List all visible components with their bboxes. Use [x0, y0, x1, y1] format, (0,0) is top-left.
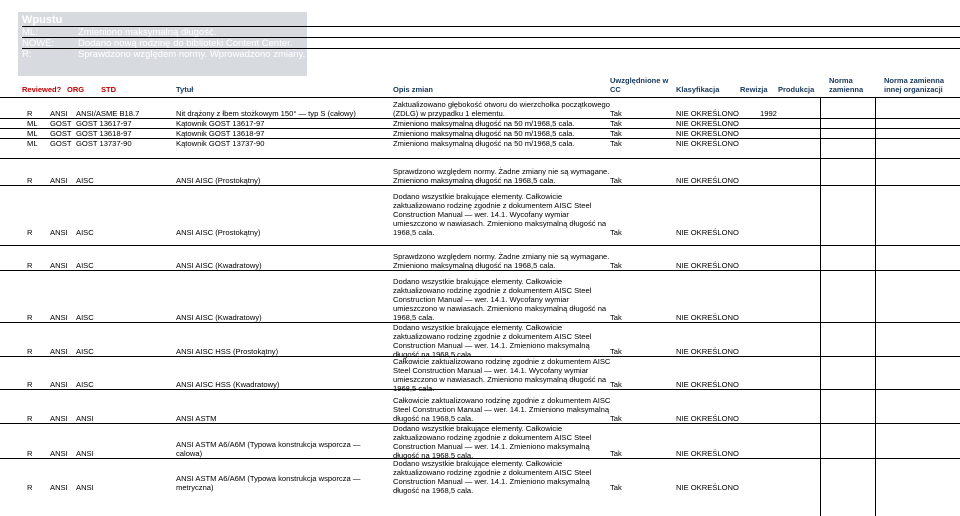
table-row	[0, 322, 960, 357]
cell-org: ANSI	[50, 380, 68, 389]
cell-org: ANSI	[50, 176, 68, 185]
cell-description-line: Steel Construction Manual — wer. 14.1. Zmieniono maksymalną	[393, 405, 610, 414]
cell-title: Nit drążony z łbem stożkowym 150° — typ S (całowy)	[176, 109, 356, 118]
cell-description-line: 1968,5 cala.	[393, 313, 435, 322]
cell-reviewed: R	[27, 176, 33, 185]
cell-description-line: Dodano wszystkie brakujące elementy. Całkowicie	[393, 459, 563, 468]
cell-klasyfikacja: NIE OKREŚLONO	[676, 261, 739, 270]
cell-reviewed: ML	[27, 139, 38, 148]
cell-org: GOST	[50, 139, 72, 148]
header-tytul: Tytuł	[176, 85, 194, 94]
cell-klasyfikacja: NIE OKREŚLONO	[676, 129, 739, 138]
cell-description-line: Zmieniono maksymalną długość na 1968,5 cala.	[393, 176, 556, 185]
table-row	[0, 270, 960, 323]
cell-cc: Tak	[610, 139, 622, 148]
header-norma-zamienna: zamienna	[829, 85, 864, 94]
cell-org: ANSI	[50, 414, 68, 423]
cell-klasyfikacja: NIE OKREŚLONO	[676, 119, 739, 128]
cell-klasyfikacja: NIE OKREŚLONO	[676, 109, 739, 118]
cell-std: ANSI	[76, 483, 94, 492]
cell-description-line: Zmieniono maksymalną długość na 50 m/1968,5 cala.	[393, 139, 575, 148]
header-org: ORG	[67, 85, 85, 94]
cell-org: GOST	[50, 129, 72, 138]
cell-description-line: Całkowicie zaktualizowano rodzinę zgodnie z dokumentem AISC	[393, 396, 611, 405]
cell-description-line: Sprawdzono względem normy. Żadne zmiany nie są wymagane.	[393, 252, 610, 261]
cell-title: ANSI AISC HSS (Prostokątny)	[176, 347, 279, 356]
cell-klasyfikacja: NIE OKREŚLONO	[676, 449, 739, 458]
cell-description-line: Construction Manual — wer. 14.1. Zmieniono maksymalną	[393, 442, 590, 451]
cell-description-line: Construction Manual — wer. 14.1. Wycofany wymiar	[393, 210, 569, 219]
header-norma-inna-org: innej organizacji	[884, 85, 943, 94]
cell-description-line: Dodano wszystkie brakujące elementy. Całkowicie	[393, 424, 563, 433]
cell-klasyfikacja: NIE OKREŚLONO	[676, 414, 739, 423]
table-row	[0, 185, 960, 238]
cell-reviewed: ML	[27, 129, 38, 138]
cell-org: ANSI	[50, 449, 68, 458]
cell-cc: Tak	[610, 449, 622, 458]
cell-klasyfikacja: NIE OKREŚLONO	[676, 139, 739, 148]
cell-klasyfikacja: NIE OKREŚLONO	[676, 347, 739, 356]
cell-description-line: 1968,5 cala.	[393, 384, 435, 393]
cell-rewizja: 1992	[760, 109, 777, 118]
cell-std: GOST 13618-97	[76, 129, 132, 138]
cell-description-line: Całkowicie zaktualizowano rodzinę zgodnie z dokumentem AISC	[393, 357, 611, 366]
cell-cc: Tak	[610, 483, 622, 492]
header-std: STD	[101, 85, 116, 94]
cell-description-line: Dodano wszystkie brakujące elementy. Całkowicie	[393, 323, 563, 332]
cell-std: ANSI/ASME B18.7	[76, 109, 140, 118]
table-row	[0, 389, 960, 424]
cell-klasyfikacja: NIE OKREŚLONO	[676, 380, 739, 389]
cell-description-line: Zmieniono maksymalną długość na 50 m/1968,5 cala.	[393, 129, 575, 138]
table-row	[0, 423, 960, 459]
header-uwzgl: Uwzględnione w	[610, 76, 669, 85]
cell-reviewed: R	[27, 313, 33, 322]
cell-description-line: umieszczono w nawiasach. Zmieniono maksymalną długość na	[393, 375, 607, 384]
cell-title: ANSI ASTM A6/A6M (Typowa konstrukcja wsporcza — metryczna)	[176, 474, 361, 492]
cell-description-line: Zaktualizowano głębokość otworu do wierzchołka początkowego	[393, 100, 610, 109]
header-produkcja: Produkcja	[778, 85, 815, 94]
header-opis: Opis zmian	[393, 85, 434, 94]
header-norma-inna: Norma zamienna	[884, 76, 945, 85]
cell-std: AISC	[76, 261, 94, 270]
cell-org: ANSI	[50, 228, 68, 237]
cell-org: GOST	[50, 119, 72, 128]
cell-klasyfikacja: NIE OKREŚLONO	[676, 228, 739, 237]
cell-std: ANSI	[76, 449, 94, 458]
cell-reviewed: R	[27, 414, 33, 423]
cell-reviewed: R	[27, 228, 33, 237]
cell-cc: Tak	[610, 119, 622, 128]
cell-description-line: Dodano wszystkie brakujące elementy. Całkowicie	[393, 192, 563, 201]
cell-description-line: Dodano wszystkie brakujące elementy. Całkowicie	[393, 277, 563, 286]
cell-cc: Tak	[610, 261, 622, 270]
cell-description-line: umieszczono w nawiasach. Zmieniono maksymalną długość na	[393, 304, 607, 313]
cell-std: AISC	[76, 347, 94, 356]
cell-description-line: Sprawdzono względem normy. Żadne zmiany nie są wymagane.	[393, 167, 610, 176]
cell-reviewed: R	[27, 261, 33, 270]
cell-klasyfikacja: NIE OKREŚLONO	[676, 313, 739, 322]
cell-title: ANSI AISC HSS (Kwadratowy)	[176, 380, 280, 389]
cell-cc: Tak	[610, 414, 622, 423]
cell-std: GOST 13617-97	[76, 119, 132, 128]
legend-box	[18, 12, 307, 76]
cell-description-line: Construction Manual — wer. 14.1. Wycofany wymiar	[393, 295, 569, 304]
cell-cc: Tak	[610, 313, 622, 322]
cell-cc: Tak	[610, 380, 622, 389]
cell-title: ANSI AISC (Prostokątny)	[176, 176, 261, 185]
cell-std: ANSI	[76, 414, 94, 423]
legend-item: NOWE: Dodano nową rodzinę do biblioteki Content Center.	[22, 37, 960, 49]
cell-title: ANSI AISC (Kwadratowy)	[176, 261, 262, 270]
cell-description-line: długość na 1968,5 cala.	[393, 486, 474, 495]
table-row	[0, 158, 960, 186]
header-uwzgl-cc: CC	[610, 85, 621, 94]
cell-org: ANSI	[50, 109, 68, 118]
cell-description-line: Construction Manual — wer. 14.1. Zmieniono maksymalną	[393, 341, 590, 350]
cell-description-line: umieszczono w nawiasach. Zmieniono maksymalną długość na	[393, 219, 607, 228]
cell-reviewed: ML	[27, 119, 38, 128]
cell-std: AISC	[76, 380, 94, 389]
table-header	[0, 76, 960, 96]
cell-org: ANSI	[50, 261, 68, 270]
cell-reviewed: R	[27, 449, 33, 458]
cell-description-line: zaktualizowano rodzinę zgodnie z dokumentem AISC Steel	[393, 286, 592, 295]
cell-title: Kątownik GOST 13737-90	[176, 139, 265, 148]
cell-reviewed: R	[27, 109, 33, 118]
header-reviewed: Reviewed?	[22, 85, 62, 94]
cell-std: AISC	[76, 228, 94, 237]
table-row	[0, 458, 960, 493]
table-row	[0, 356, 960, 393]
table-row	[0, 138, 960, 149]
cell-klasyfikacja: NIE OKREŚLONO	[676, 176, 739, 185]
header-rewizja: Rewizja	[740, 85, 768, 94]
header-klasyfikacja: Klasyfikacja	[676, 85, 720, 94]
header-norma: Norma	[829, 76, 853, 85]
cell-reviewed: R	[27, 483, 33, 492]
cell-std: AISC	[76, 313, 94, 322]
cell-title: ANSI ASTM A6/A6M (Typowa konstrukcja wsporcza — calowa)	[176, 440, 361, 458]
cell-description-line: Zmieniono maksymalną długość na 50 m/1968,5 cala.	[393, 119, 575, 128]
cell-title: Kątownik GOST 13617-97	[176, 119, 265, 128]
cell-title: ANSI AISC (Prostokątny)	[176, 228, 261, 237]
cell-org: ANSI	[50, 347, 68, 356]
legend-item: ML: Zmieniono maksymalną długość.	[22, 26, 960, 38]
cell-description-line: (ZDLG) w przypadku 1 elementu.	[393, 109, 505, 118]
cell-std: GOST 13737-90	[76, 139, 132, 148]
cell-org: ANSI	[50, 483, 68, 492]
cell-cc: Tak	[610, 129, 622, 138]
cell-klasyfikacja: NIE OKREŚLONO	[676, 483, 739, 492]
legend-item: R: Sprawdzono względem normy. Wprowadzono zmiany.	[22, 48, 960, 60]
cell-description-line: 1968,5 cala.	[393, 228, 435, 237]
cell-description-line: zaktualizowano rodzinę zgodnie z dokumentem AISC Steel	[393, 433, 592, 442]
cell-std: AISC	[76, 176, 94, 185]
cell-description-line: długość na 1968,5 cala.	[393, 350, 474, 359]
table-row	[0, 97, 960, 119]
cell-cc: Tak	[610, 109, 622, 118]
cell-title: Kątownik GOST 13618-97	[176, 129, 265, 138]
cell-title: ANSI AISC (Kwadratowy)	[176, 313, 262, 322]
cell-cc: Tak	[610, 176, 622, 185]
cell-description-line: Steel Construction Manual — wer. 14.1. Wycofany wymiar	[393, 366, 589, 375]
cell-cc: Tak	[610, 228, 622, 237]
legend-title: Wpustu	[22, 14, 63, 26]
cell-description-line: zaktualizowano rodzinę zgodnie z dokumentem AISC Steel	[393, 332, 592, 341]
cell-reviewed: R	[27, 347, 33, 356]
cell-title: ANSI ASTM	[176, 414, 217, 423]
cell-description-line: długość na 1968,5 cala.	[393, 414, 474, 423]
cell-org: ANSI	[50, 313, 68, 322]
cell-description-line: długość na 1968,5 cala.	[393, 451, 474, 460]
table-row	[0, 245, 960, 271]
cell-cc: Tak	[610, 347, 622, 356]
cell-reviewed: R	[27, 380, 33, 389]
cell-description-line: Zmieniono maksymalną długość na 1968,5 cala.	[393, 261, 556, 270]
cell-description-line: zaktualizowano rodzinę zgodnie z dokumentem AISC Steel	[393, 201, 592, 210]
cell-description-line: zaktualizowano rodzinę zgodnie z dokumentem AISC Steel	[393, 468, 592, 477]
cell-description-line: Construction Manual — wer. 14.1. Zmieniono maksymalną	[393, 477, 590, 486]
